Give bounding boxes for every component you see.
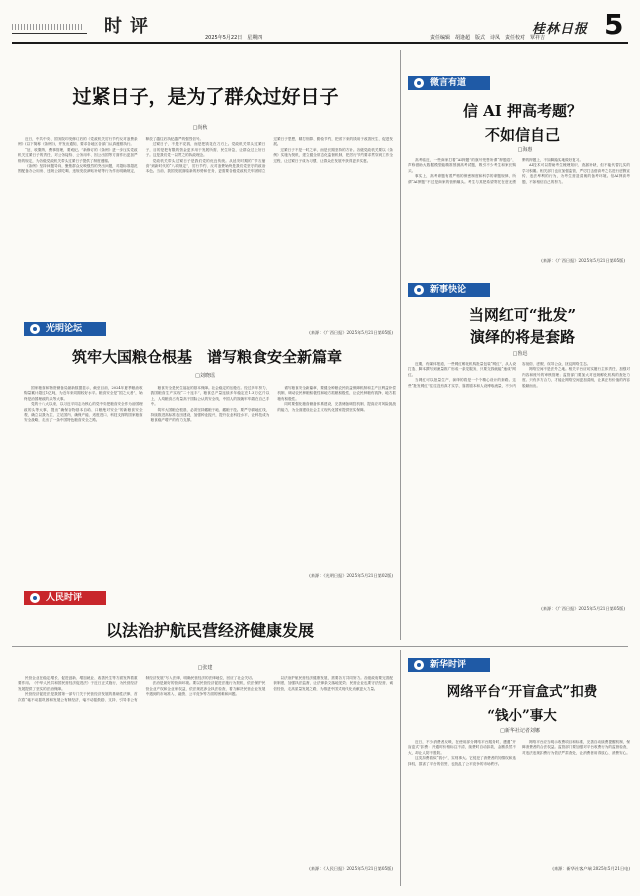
article2-source: (来源：《广西日报》2025年5月21日第05版): [541, 258, 625, 263]
paragraph: 网络平台应当明示收费项目和标准，完善自动续费提醒机制，保障消费者的合法权益。监管部门要加强对平台收费行为的监督检查，对违法违规扣费行为依法严肃查处，让消费者用得放心、消费安心。: [522, 740, 630, 755]
paragraph: 谱写粮食安全新篇章，要健全种粮农民收益保障机制和主产区利益补偿机制，调动农民种粮积极性和地方抓粮积极性，让农民种粮有钱挣、地方抓粮有积极性。: [277, 386, 396, 401]
column-divider: [400, 50, 401, 640]
article5-source: (来源：《人民日报》2025年5月21日第05版): [309, 866, 393, 871]
paragraph: 高考临近，一些商家打着“AI押题”的旗号兜售所谓“押题卷”，声称借助大数据模型能精准预测高考试题，吸引不少考生和家长购买。: [408, 158, 516, 173]
article2-body: [408, 158, 630, 254]
badge-dot-icon: [30, 593, 40, 603]
paragraph: 同时要强化粮食储备体系建设，完善储备调控机制，提高应对风险挑战的能力，为全面建设社会主义现代化国家提供坚实保障。: [277, 402, 396, 412]
article1-title: 过紧日子，是为了群众过好日子: [72, 86, 339, 108]
paragraph: 党政机关带头过紧日子是我们党的优良传统。从延安时期的“节衣缩食”到新时代的“八项规定”，厉行节约、反对浪费始终是我们党坚守的政治本色。当前，我国发展面临新的形势和任务，更需要各级党政机关牢固树立过紧日子思想，精打细算、勤俭节约，把省下来的钱用于改善民生、促进发展。: [145, 137, 393, 174]
article4-body: [408, 362, 630, 602]
article3-source: (来源：《光明日报》2025年5月21日第02版): [309, 573, 393, 578]
paragraph: 民营企业在稳定增长、促进创新、增加就业、改善民生等方面发挥着重要作用。《中华人民共和国民营经济促进法》于近日正式施行，为民营经济发展提供了坚实的法治保障。: [18, 676, 138, 691]
badge-dot-icon: [30, 324, 40, 334]
label-badge: 新事快论: [408, 283, 490, 297]
article3-title: 筑牢大国粮仓根基 谱写粮食安全新篇章: [71, 348, 342, 366]
paragraph: 党的十八大以来，以习近平同志为核心的党中央把粮食安全作为治国理政的头等大事，提出“确保谷物基本自给、口粮绝对安全”的新粮食安全观，确立以我为主、立足国内、确保产能、适度进口、科技支撑的国家粮食安全战略，走出了一条中国特色粮食安全之路。: [24, 402, 143, 423]
article3-body: [24, 386, 396, 570]
paragraph: 过紧日子不是一时之举，而是长期坚持的方针。各级党政机关要以《条例》实施为契机，建立健全常态化监督机制，把厉行节约要求贯穿到工作全过程，让过紧日子成为习惯，让群众在发展中获得更多实惠。: [273, 147, 393, 163]
article2-byline: □海惠: [517, 147, 533, 153]
paragraph: 当网红可以批量生产，演绎的将是一个个精心设计的套路。这些“批发网红”往往没有真才实学，靠着剧本和人设博取流量，不少内容低俗、虚假，误导公众，扰乱网络生态。: [408, 362, 591, 388]
badge-dot-icon: [414, 78, 424, 88]
label-badge: 光明论坛: [24, 322, 106, 336]
page-number: 5: [604, 8, 624, 41]
paragraph: 近日，中共中央、国务院印发修订后的《党政机关厉行节约反对浪费条例》(以下简称《条例》)，并发出通知，要求各地区各部门认真遵照执行。: [18, 137, 138, 147]
article4-source: (来源：《广西日报》2025年5月21日第05版): [541, 606, 625, 611]
header-rule: [12, 42, 628, 44]
article6-body: [408, 740, 630, 864]
paragraph: 《条例》坚持问题导向，聚焦群众反映强烈的突出问题，对超标准超范围配备办公用房、违规公款吃喝、违规发放津贴补贴等行为作出明确规定，释放了越往后执纪越严的强烈信号。: [18, 137, 204, 174]
page-header: [0, 0, 640, 44]
article5-byline: □张建: [197, 665, 213, 671]
paragraph: 过紧日子，不是不花钱，而是把钱花在刀刃上。党政机关带头过紧日子，目的是把有限的资金更多用于发展所需、民生所急，让群众过上好日子。这是我们党一以贯之的执政理念。: [145, 142, 266, 158]
paragraph: 近日，不少消费者反映，在使用部分网络平台服务时，遭遇“开盲盒式”扣费：开通时价格标注不清，续费时自动扣款，金额虽然不大，却让人防不胜防。: [408, 740, 516, 755]
paragraph: 网络空间不是法外之地。相关平台应切实履行主体责任，加强对内容和账号的审核管理；监管部门要加大对违规孵化机构的查处力度。只有多方合力，才能让网络空间更加清朗，让真正有价值的内容脱颖而出。: [522, 367, 630, 388]
paragraph: AI技术可以帮助考生梳理知识、查漏补缺，但不能代替扎实的学习积累。相关部门也应加强监管，严厉打击借高考之名进行虚假宣传、违法牟利的行为，为考生营造清朗的备考环境。信AI押高考题，不如相信自己的努力。: [522, 163, 630, 184]
paragraph: 近期，有媒体报道，一些网红孵化机构批量包装“网红”，从人设打造、脚本撰写到流量推广形成一条龙服务，只要交钱就能“速成”网红。: [408, 362, 516, 377]
issue-date: 2025年5月22日 星期四: [205, 35, 263, 41]
paragraph: “征、收缴纳，费事管理，要戒纪。”新修订的《条例》进一步压实党政机关过紧日子的责任，对公务接待、公务用车、因公出国等方面作出更加严格的规定，为各级党政机关带头过紧日子提供了制度遵循。: [18, 147, 138, 163]
article2-title-line1: 信 AI 押高考题？: [462, 102, 583, 120]
section-divider: [12, 646, 628, 647]
article6-title-line2: “钱小”事大: [487, 708, 557, 724]
article2-title-line2: 不如信自己: [484, 126, 560, 144]
section-title: 时评: [104, 16, 156, 37]
paragraph: 法治是最好的营商环境。要以民营经济促进法施行为契机，依法保护民营企业产权和企业家权益，依法规范涉企执法检查，着力解决民营企业发展中遇到的市场准入、融资、公平竞争等方面的困难和问题。: [145, 681, 266, 697]
article6-byline: □新华社记者刘娜: [500, 728, 540, 734]
paragraph: 事实上，高考命题有着严格的保密制度和科学的命题规律，所谓“AI押题”不过是商家的营销噱头。考生与其把希望寄托在虚无缥缈的押题上，不如脚踏实地做好复习。: [408, 158, 584, 184]
paragraph: 这类扣费看似“钱小”，实则事大。它侵犯了消费者的知情权和选择权，损害了平台的信誉，也扰乱了公平竞争的市场秩序。: [408, 756, 516, 766]
badge-dot-icon: [414, 660, 424, 670]
column-divider: [400, 650, 401, 886]
article4-title-line1: 当网红可“批发”: [468, 306, 577, 324]
article3-byline: □刘晓瑶: [195, 373, 215, 379]
article6-title-line1: 网络平台“开盲盒式”扣费: [446, 684, 598, 700]
paragraph: 粮食安全是民生福祉的基本保障。社会稳定的压舱石。经过多年努力，我国粮食生产实现“二十连丰”，粮食总产量连续多年稳定在1.3万亿斤以上，人均粮食占有量高于国际公认的安全线，中国人的饭碗牢牢端在自己手中。: [150, 386, 270, 407]
article1-source: (来源：《广西日报》2025年5月21日第05版): [309, 330, 393, 335]
label-badge: 新华时评: [408, 658, 490, 672]
article5-body: [18, 676, 393, 862]
article1-byline: □尚秋: [192, 125, 208, 131]
label-badge: 人民时评: [24, 591, 106, 605]
article5-title: 以法治护航民营经济健康发展: [105, 621, 314, 640]
section-emblem-icon: [12, 24, 82, 30]
section-emblem-line: [12, 33, 87, 34]
paragraph: 国家粮食和物资储备局最新数据显示，截至目前，2024年夏季粮油收购量累计超过1亿吨，为近年来同期较好水平。粮食安全是“国之大者”，始终是治国理政的头等大事。: [24, 386, 143, 401]
masthead-logo: 桂林日报: [532, 22, 589, 37]
article4-byline: □鲁迅: [512, 351, 528, 357]
article1-body: [18, 137, 393, 309]
label-badge: 微言有道: [408, 76, 490, 90]
article4-title-line2: 演绎的将是套路: [469, 328, 575, 346]
article6-source: (来源：新华社客户端 2025年5月21日电): [552, 866, 630, 871]
paragraph: 以法治护航民营经济健康发展，需要各方共同努力。各级政府要完善配套制度，加强执法监督，让法律条文落地见效；民营企业也要守法经营、诚信经营，走高质量发展之路，为推进中国式现代化贡献更大力量。: [273, 676, 393, 691]
paragraph: 筑牢大国粮仓根基，必须坚持藏粮于地、藏粮于技。要严守耕地红线，持续推进高标准农田建设，加强种业振兴，提升农业科技水平，让科技成为粮食稳产增产的有力支撑。: [150, 407, 270, 423]
badge-dot-icon: [414, 285, 424, 295]
editors-line: 责任编辑 胡逢超 版式 诗凤 责任校对 覃祥吉: [430, 35, 546, 41]
paragraph: 民营经济促进法是我国第一部专门关于民营经济发展的基础性法律，首次将“毫不动摇巩固和发展公有制经济，毫不动摇鼓励、支持、引导非公有制经济发展”写入法律，明确民营经济的法律地位，回应了社会关切。: [18, 676, 256, 702]
